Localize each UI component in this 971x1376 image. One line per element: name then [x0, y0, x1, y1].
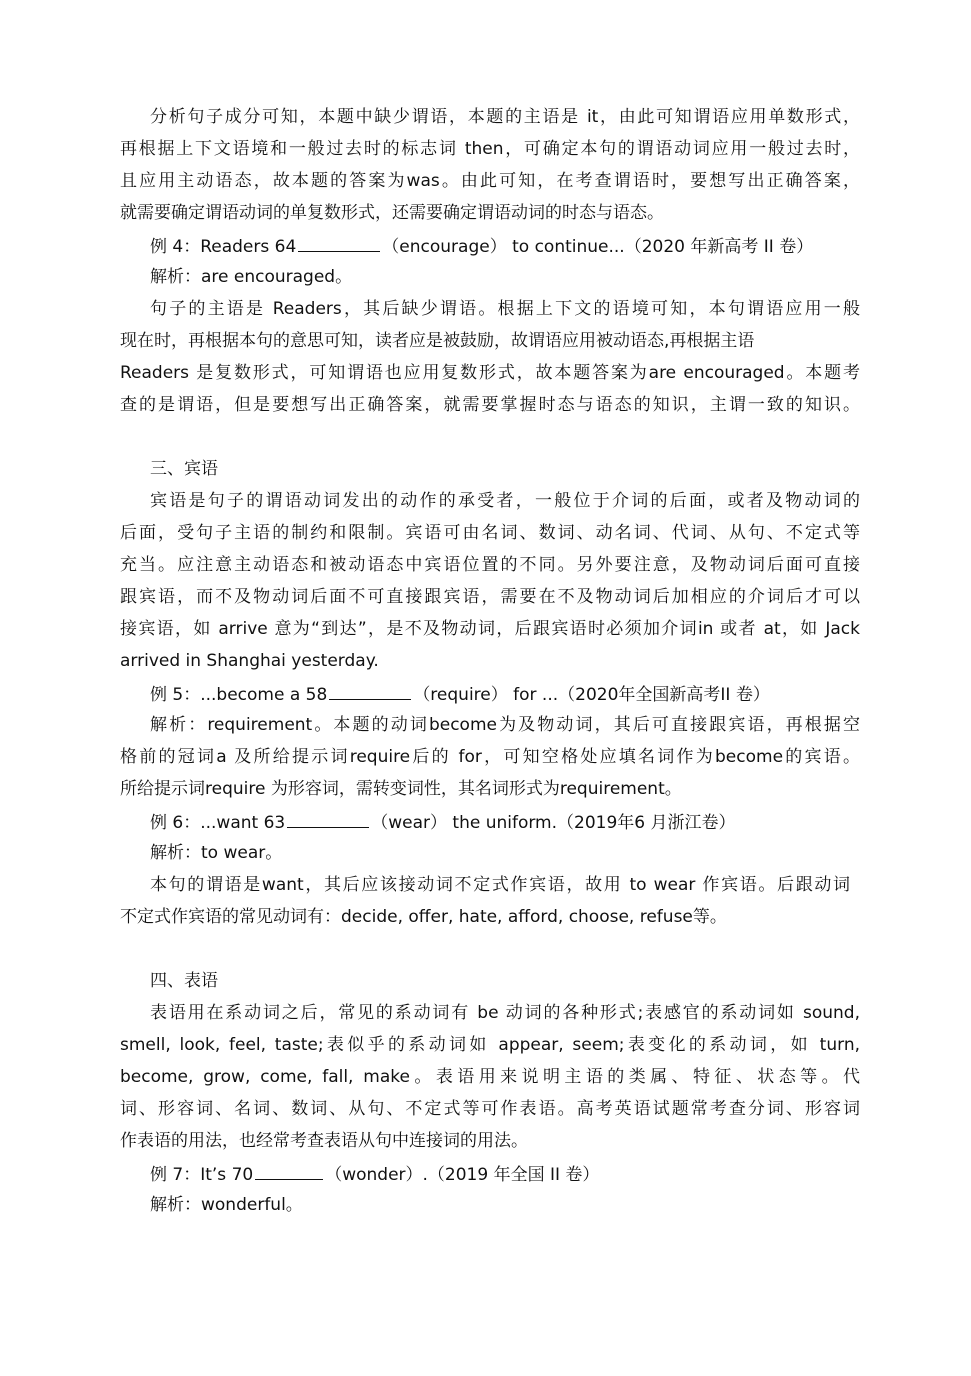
- section-heading: 四、表语: [150, 971, 218, 991]
- example-5: [150, 682, 890, 706]
- paragraph-line: 跟宾语，而不及物动词后面不可直接跟宾语，需要在不及物动词后加相应的介词后才可以: [120, 587, 860, 607]
- answer-5-line: 所给提示词require 为形容词，需转变词性，其名词形式为requirement。: [120, 779, 682, 799]
- answer-5-line: 格前的冠词a 及所给提示词require后的 for，可知空格处应填名词作为become的宾语。: [120, 747, 860, 767]
- paragraph-line: 充当。应注意主动语态和被动语态中宾语位置的不同。另外要注意，及物动词后面可直接: [120, 555, 860, 575]
- paragraph-line: 分析句子成分可知，本题中缺少谓语，本题的主语是 it，由此可知谓语应用单数形式，: [150, 107, 860, 127]
- example-4-suffix: （encourage） to continue...（2020 年新高考 II 卷）: [382, 237, 814, 257]
- example-6-prefix: 例 6：...want 63: [150, 813, 286, 833]
- answer-blank: [329, 682, 411, 700]
- paragraph-line: arrived in Shanghai yesterday.: [120, 651, 379, 671]
- paragraph-line: 且应用主动语态，故本题的答案为was。由此可知，在考查谓语时，要想写出正确答案，: [120, 171, 860, 191]
- example-7: [150, 1162, 890, 1186]
- paragraph-line: 接宾语，如 arrive 意为“到达”，是不及物动词，后跟宾语时必须加介词in 或者 at，如 Jack: [120, 619, 860, 639]
- example-5-suffix: （require） for ...（2020年全国新高考II 卷）: [413, 685, 770, 705]
- example-4: [150, 234, 890, 258]
- example-6: [150, 810, 890, 834]
- answer-blank: [298, 234, 380, 252]
- paragraph-line: 作表语的用法，也经常考查表语从句中连接词的用法。: [120, 1131, 528, 1151]
- example-7-prefix: 例 7：It’s 70: [150, 1165, 254, 1185]
- paragraph-line: 宾语是句子的谓语动词发出的动作的承受者，一般位于介词的后面，或者及物动词的: [150, 491, 860, 511]
- paragraph-line: 后面，受句子主语的制约和限制。宾语可由名词、数词、动名词、代词、从句、不定式等: [120, 523, 860, 543]
- answer-blank: [287, 810, 369, 828]
- paragraph-line: smell, look, feel, taste;表似乎的系动词如 appear, seem;表变化的系动词，如 turn,: [120, 1035, 860, 1055]
- answer-4: 解析：are encouraged。: [150, 267, 353, 287]
- paragraph-line: 再根据上下文语境和一般过去时的标志词 then，可确定本句的谓语动词应用一般过去时，: [120, 139, 860, 159]
- paragraph-line: 不定式作宾语的常见动词有：decide, offer, hate, afford, choose, refuse等。: [120, 907, 727, 927]
- paragraph-line: 句子的主语是 Readers，其后缺少谓语。根据上下文的语境可知，本句谓语应用一般: [150, 299, 860, 319]
- paragraph-line: 词、形容词、名词、数词、从句、不定式等可作表语。高考英语试题常考查分词、形容词: [120, 1099, 860, 1119]
- example-6-suffix: （wear） the uniform.（2019年6 月浙江卷）: [371, 813, 736, 833]
- paragraph-line: 现在时，再根据本句的意思可知，读者应是被鼓励，故谓语应用被动语态,再根据主语: [120, 331, 755, 351]
- answer-6: 解析：to wear。: [150, 843, 283, 863]
- example-5-prefix: 例 5：...become a 58: [150, 685, 328, 705]
- paragraph-line: 就需要确定谓语动词的单复数形式，还需要确定谓语动词的时态与语态。: [120, 203, 664, 223]
- paragraph-line: Readers 是复数形式，可知谓语也应用复数形式，故本题答案为are encouraged。本题考: [120, 363, 860, 383]
- answer-blank: [255, 1162, 323, 1180]
- answer-7: 解析：wonderful。: [150, 1195, 303, 1215]
- answer-5-line: 解析：requirement。本题的动词become为及物动词，其后可直接跟宾语，再根据空: [150, 715, 860, 735]
- example-7-suffix: （wonder）.（2019 年全国 II 卷）: [325, 1165, 600, 1185]
- paragraph-line: 查的是谓语，但是要想写出正确答案，就需要掌握时态与语态的知识，主谓一致的知识。: [120, 395, 860, 415]
- example-4-prefix: 例 4：Readers 64: [150, 237, 297, 257]
- paragraph-line: 表语用在系动词之后，常见的系动词有 be 动词的各种形式;表感官的系动词如 sound,: [150, 1003, 860, 1023]
- section-heading: 三、宾语: [150, 459, 218, 479]
- paragraph-line: 本句的谓语是want，其后应该接动词不定式作宾语，故用 to wear 作宾语。后跟动词: [150, 875, 850, 895]
- paragraph-line: become, grow, come, fall, make。表语用来说明主语的类属、特征、状态等。代: [120, 1067, 860, 1087]
